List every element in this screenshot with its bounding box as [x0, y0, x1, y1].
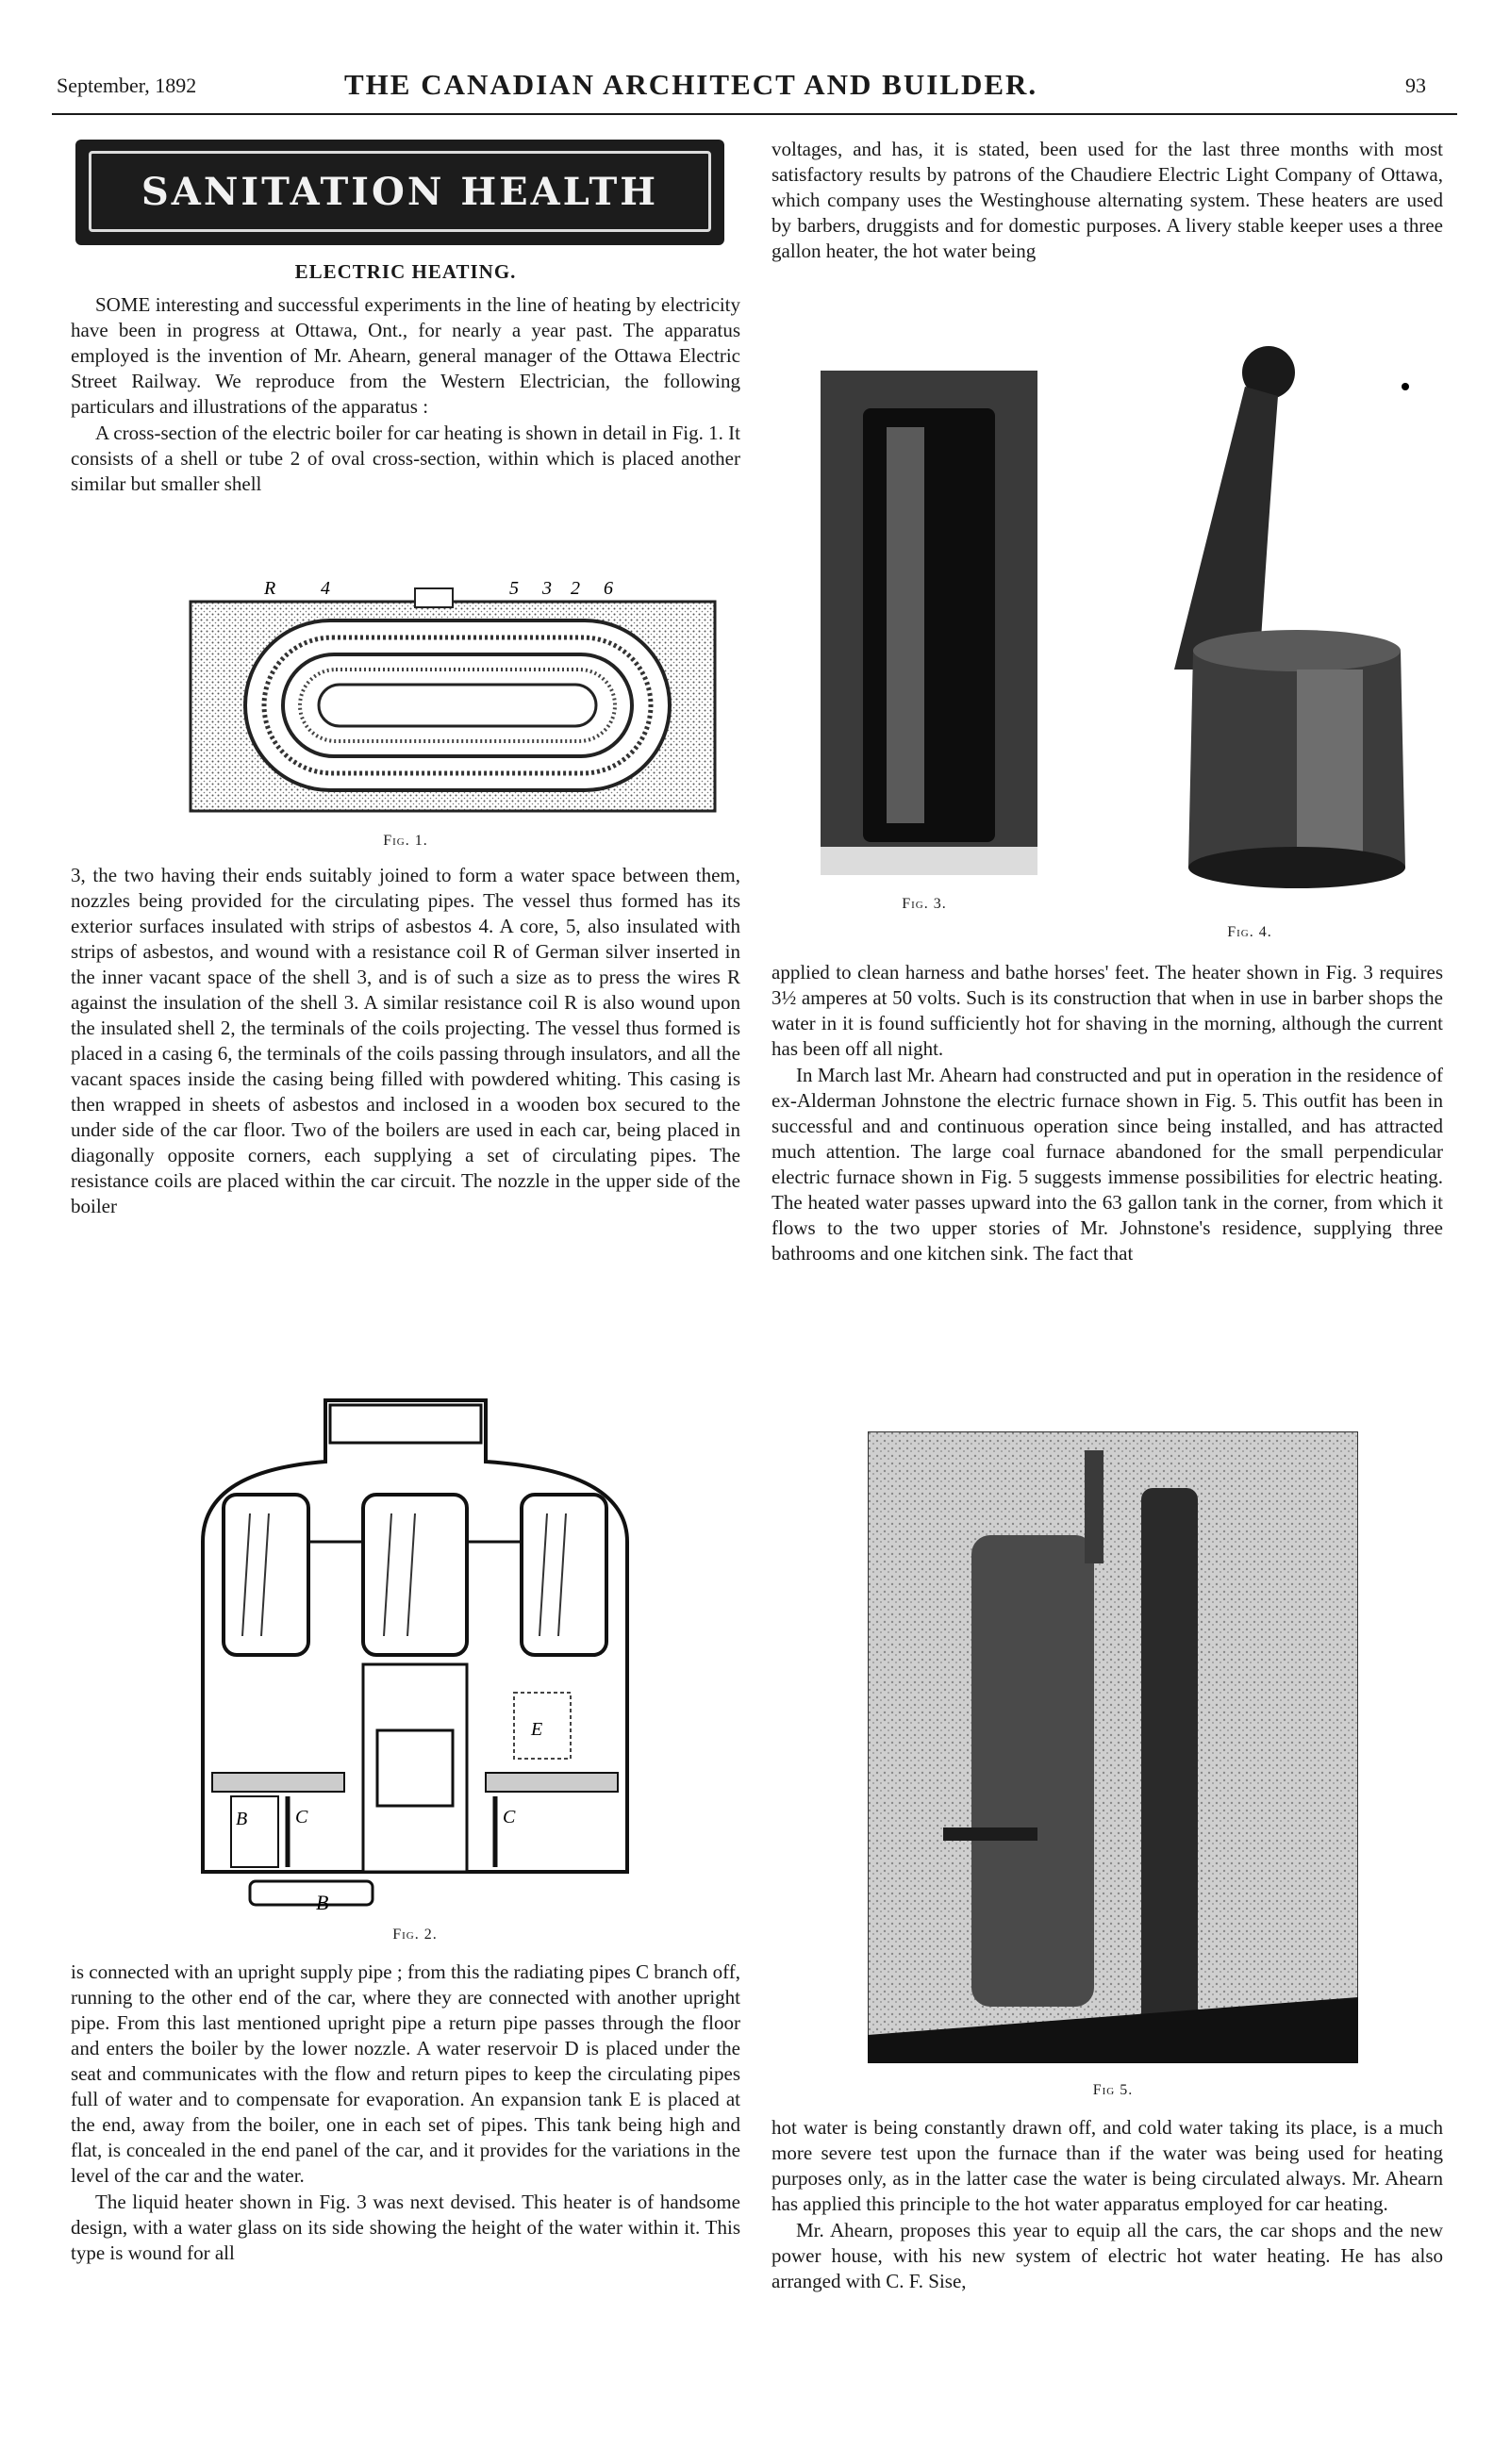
- fig1-caption: Fig. 1.: [383, 833, 428, 849]
- fig2-label: C: [295, 1807, 308, 1827]
- paragraph: voltages, and has, it is stated, been used for the last three months with most satisfactory results by patrons of the Chaudiere Electric Light Company of Ottawa, which company uses the Westinghouse alternating system. These heaters are used by barbers, druggists and for domestic purposes. A livery stable keeper uses a three gallon heater, the hot water being: [772, 138, 1443, 262]
- fig1-label: 3: [542, 578, 552, 599]
- paragraph: hot water is being constantly drawn off, and cold water taking its place, is a much more severe test upon the furnace than if the water was being used for heating purposes only, as in the latter case the water is being circulated always. Mr. Ahearn has applied this principle to the hot water apparatus employed for car heating.: [772, 2116, 1443, 2215]
- fig1-label: R: [264, 578, 276, 599]
- paragraph: In March last Mr. Ahearn had constructed and put in operation in the residence of ex-Alderman Johnstone the electric furnace shown in Fig. 5. This outfit has been in successful and and continuous operation since being installed, and has attracted much attention. The large coal furnace abandoned for the small perpendicular electric furnace shown in Fig. 5 suggests immense possibilities for electric heating. The heated water passes upward into the 63 gallon tank in the corner, from which it flows to the two upper stories of Mr. Johnstone's residence, supplying three bathrooms and one kitchen sink. The fact that: [772, 1064, 1443, 1265]
- right-column-bottom: [772, 2115, 1443, 2294]
- right-column-mid: [772, 960, 1443, 1266]
- header-rule: [52, 113, 1457, 115]
- fig2-caption: Fig. 2.: [392, 1927, 438, 1943]
- issue-date: September, 1892: [57, 74, 197, 97]
- fig5-photo: [868, 1431, 1358, 2063]
- fig3-photo: [821, 371, 1037, 875]
- paragraph: applied to clean harness and bathe horses' feet. The heater shown in Fig. 3 requires 3½ amperes at 50 volts. Such is its construction that when in use in barber shops the water in it is found sufficiently hot for shaving in the morning, although the current has been off all night.: [772, 961, 1443, 1060]
- right-column-top: [772, 137, 1443, 264]
- article-title: ELECTRIC HEATING.: [294, 260, 517, 283]
- fig2-label: B: [236, 1809, 248, 1829]
- left-column-top: [71, 259, 740, 497]
- paragraph: 3, the two having their ends suitably joined to form a water space between them, nozzles being provided for the circulating pipes. The vessel thus formed has its exterior surfaces insulated with strips of asbestos 4. A core, 5, also insulated with strips of asbestos, and wound with a resistance coil R of German silver inserted in the inner vacant space of the shell 3, and is of such a size as to press the wires R against the insulation of the shell 3. A similar resistance coil R is also wound upon the insulated shell 2, the terminals of the coils projecting. The vessel thus formed is placed in a casing 6, the terminals of the coils passing through insulators, and all the vacant spaces inside the casing being filled with powdered whiting. This casing is then wrapped in sheets of asbestos and inclosed in a wooden box secured to the under side of the car floor. Two of the boilers are used in each car, being placed in diagonally opposite corners, each supplying a set of circulating pipes. The resistance coils are placed within the car circuit. The nozzle in the upper side of the boiler: [71, 864, 740, 1217]
- fig2-label: B: [316, 1891, 329, 1914]
- publication-title: THE CANADIAN ARCHITECT AND BUILDER.: [344, 68, 1038, 101]
- fig4-photo: [1155, 330, 1429, 915]
- page-number: 93: [1405, 74, 1426, 97]
- paragraph: Mr. Ahearn, proposes this year to equip all the cars, the car shops and the new power house, with his new system of electric hot water heating. He has also arranged with C. F. Sise,: [772, 2219, 1443, 2292]
- fig3-caption: Fig. 3.: [902, 896, 947, 912]
- fig1-label: 5: [509, 578, 519, 599]
- left-column-mid: [71, 863, 740, 1219]
- paragraph: A cross-section of the electric boiler for car heating is shown in detail in Fig. 1. It consists of a shell or tube 2 of oval cross-section, within which is placed another similar but smaller shell: [71, 422, 740, 495]
- fig1-label: 6: [604, 578, 613, 599]
- fig2-label: C: [503, 1807, 516, 1827]
- banner-frame: [89, 151, 711, 232]
- fig4-caption: Fig. 4.: [1227, 924, 1272, 940]
- fig2-label: E: [531, 1719, 543, 1740]
- fig1-boiler-cross-section: [189, 573, 717, 814]
- fig1-label: 4: [321, 578, 330, 599]
- paragraph: The liquid heater shown in Fig. 3 was next devised. This heater is of handsome design, with a water glass on its side showing the height of the water within it. This type is wound for all: [71, 2191, 740, 2264]
- banner-text: SANITATION HEALTH: [141, 169, 659, 214]
- left-column-bottom: [71, 1960, 740, 2266]
- paragraph: SOME interesting and successful experiments in the line of heating by electricity have been in progress at Ottawa, Ont., for nearly a year past. The apparatus employed is the invention of Mr. Ahearn, general manager of the Ottawa Electric Street Railway. We reproduce from the Western Electrician, the following particulars and illustrations of the apparatus :: [71, 293, 740, 418]
- fig5-caption: Fig 5.: [1092, 2082, 1134, 2098]
- section-banner: [75, 140, 724, 245]
- paragraph: is connected with an upright supply pipe ; from this the radiating pipes C branch off, running to the other end of the car, where they are connected with another upright pipe. From this last mentioned upright pipe a return pipe passes through the floor and enters the boiler by the lower nozzle. A water reservoir D is placed under the seat and communicates with the flow and return pipes to keep the circulating pipes full of water and to compensate for evaporation. An expansion tank E is placed at the end, away from the boiler, one in each set of pipes. This tank being high and flat, is concealed in the end panel of the car, and it provides for the variations in the level of the car and the water.: [71, 1960, 740, 2187]
- fig2-car-interior: [184, 1381, 646, 1914]
- fig1-label: 2: [571, 578, 580, 599]
